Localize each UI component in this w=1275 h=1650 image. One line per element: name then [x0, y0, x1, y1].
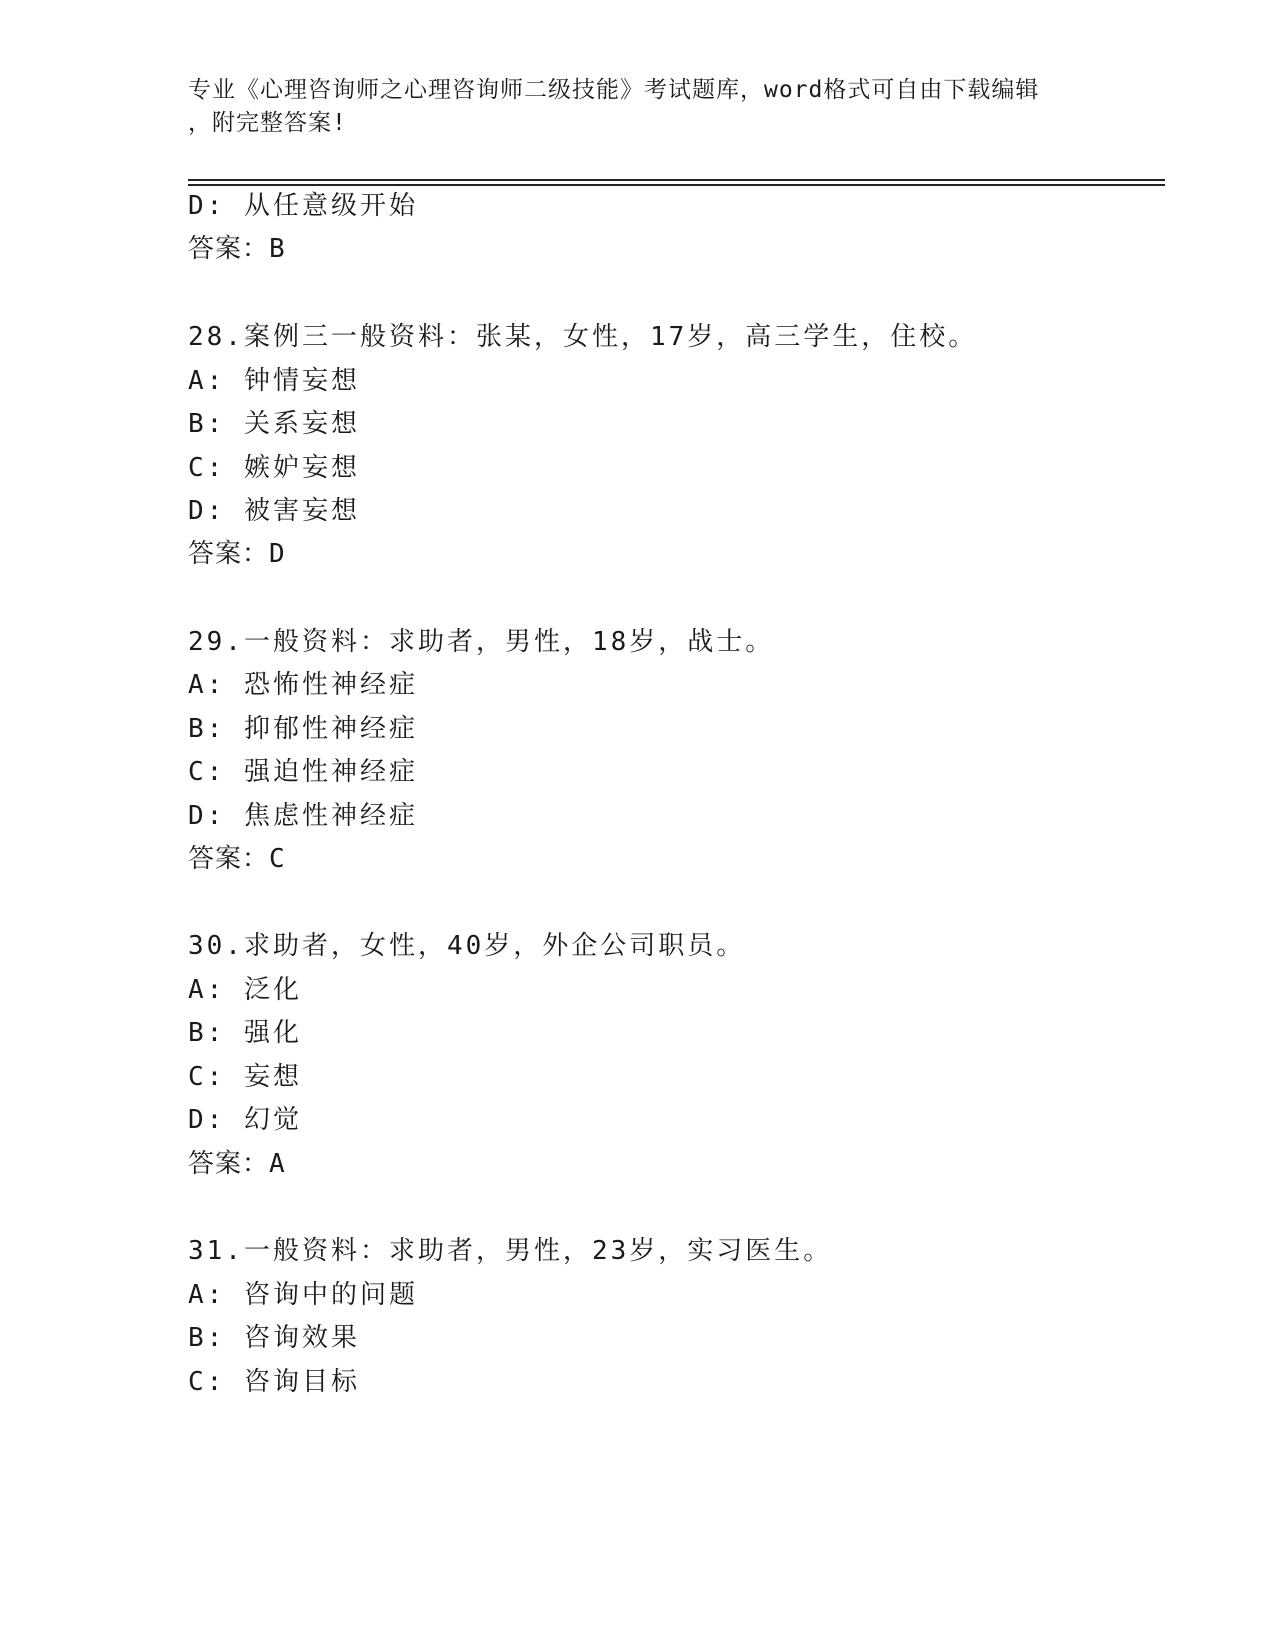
q28-option-b: B: 关系妄想: [188, 409, 360, 439]
question-28: 28.案例三一般资料：张某，女性，17岁，高三学生，住校。: [188, 322, 978, 352]
q31-option-a: A: 咨询中的问题: [188, 1280, 418, 1310]
q30-option-d: D: 幻觉: [188, 1105, 302, 1135]
header-line-2: ，附完整答案!: [188, 110, 347, 136]
question-30: 30.求助者，女性，40岁，外企公司职员。: [188, 931, 746, 961]
q28-option-c: C: 嫉妒妄想: [188, 453, 360, 483]
q28-answer: 答案：D: [188, 539, 286, 569]
q31-option-b: B: 咨询效果: [188, 1323, 360, 1353]
q29-option-b: B: 抑郁性神经症: [188, 714, 418, 744]
header-rule-bottom: [188, 184, 1165, 186]
q30-answer: 答案：A: [188, 1149, 286, 1179]
document-header: [188, 74, 1088, 140]
question-29: 29.一般资料：求助者，男性，18岁，战士。: [188, 627, 775, 657]
header-line-1: 专业《心理咨询师之心理咨询师二级技能》考试题库，word格式可自由下载编辑: [188, 77, 1040, 103]
q30-option-b: B: 强化: [188, 1018, 302, 1048]
question-31: 31.一般资料：求助者，男性，23岁，实习医生。: [188, 1236, 833, 1266]
q29-option-c: C: 强迫性神经症: [188, 757, 418, 787]
q29-option-a: A: 恐怖性神经症: [188, 670, 418, 700]
q28-option-a: A: 钟情妄想: [188, 366, 360, 396]
prev-answer: 答案：B: [188, 234, 286, 264]
q30-option-a: A: 泛化: [188, 975, 302, 1005]
q29-answer: 答案：C: [188, 844, 286, 874]
q31-option-c: C: 咨询目标: [188, 1367, 360, 1397]
q30-option-c: C: 妄想: [188, 1062, 302, 1092]
header-rule-top: [188, 179, 1165, 181]
q28-option-d: D: 被害妄想: [188, 496, 360, 526]
q29-option-d: D: 焦虑性神经症: [188, 801, 418, 831]
prev-option-d: D: 从任意级开始: [188, 191, 418, 221]
